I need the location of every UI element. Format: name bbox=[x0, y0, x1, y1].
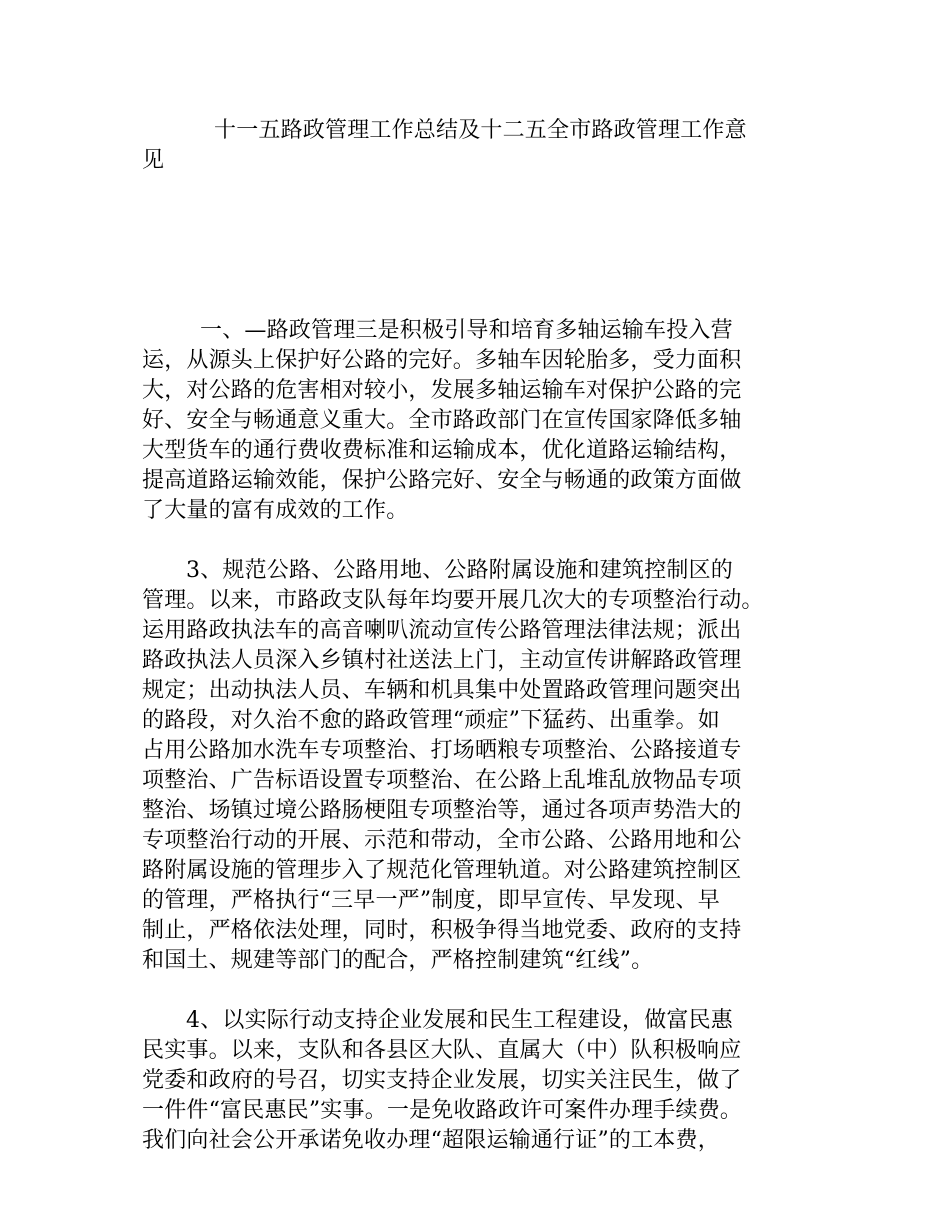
document-title-line-2: 见 bbox=[142, 148, 165, 173]
paragraph-line: 4、以实际行动支持企业发展和民生工程建设，做富民惠 bbox=[186, 1008, 733, 1033]
paragraph-line: 一件件“富民惠民”实事。一是免收路政许可案件办理手续费。 bbox=[142, 1098, 743, 1123]
paragraph-line: 规定；出动执法人员、车辆和机具集中处置路政管理问题突出 bbox=[142, 678, 742, 703]
paragraph-line: 党委和政府的号召，切实支持企业发展，切实关注民生，做了 bbox=[142, 1068, 742, 1093]
paragraph-line: 好、安全与畅通意义重大。全市路政部门在宣传国家降低多轴 bbox=[142, 408, 742, 433]
paragraph-line: 路政执法人员深入乡镇村社送法上门，主动宣传讲解路政管理 bbox=[142, 648, 742, 673]
paragraph-line: 管理。以来，市路政支队每年均要开展几次大的专项整治行动。 bbox=[142, 588, 764, 613]
paragraph-line: 和国土、规建等部门的配合，严格控制建筑“红线”。 bbox=[142, 948, 654, 973]
paragraph-line: 的路段，对久治不愈的路政管理“顽症”下猛药、出重拳。如 bbox=[142, 708, 720, 733]
paragraph-line: 了大量的富有成效的工作。 bbox=[142, 498, 409, 523]
paragraph-line: 大型货车的通行费收费标准和运输成本，优化道路运输结构， bbox=[142, 438, 742, 463]
paragraph-line: 占用公路加水洗车专项整治、打场晒粮专项整治、公路接道专 bbox=[142, 738, 742, 763]
paragraph-line: 运用路政执法车的高音喇叭流动宣传公路管理法律法规；派出 bbox=[142, 618, 742, 643]
paragraph-line: 整治、场镇过境公路肠梗阻专项整治等，通过各项声势浩大的 bbox=[142, 798, 742, 823]
paragraph-line: 运，从源头上保护好公路的完好。多轴车因轮胎多，受力面积 bbox=[142, 348, 742, 373]
paragraph-line: 的管理，严格执行“三早一严”制度，即早宣传、早发现、早 bbox=[142, 888, 720, 913]
document-title-line-1: 十一五路政管理工作总结及十二五全市路政管理工作意 bbox=[214, 118, 747, 143]
paragraph-line: 项整治、广告标语设置专项整治、在公路上乱堆乱放物品专项 bbox=[142, 768, 742, 793]
paragraph-line: 3、规范公路、公路用地、公路附属设施和建筑控制区的 bbox=[186, 558, 733, 583]
paragraph-line: 大，对公路的危害相对较小，发展多轴运输车对保护公路的完 bbox=[142, 378, 742, 403]
paragraph-line: 我们向社会公开承诺免收办理“超限运输通行证”的工本费， bbox=[142, 1128, 720, 1153]
paragraph-line: 制止，严格依法处理，同时，积极争得当地党委、政府的支持 bbox=[142, 918, 742, 943]
paragraph-line: 提高道路运输效能，保护公路完好、安全与畅通的政策方面做 bbox=[142, 468, 742, 493]
paragraph-line: 路附属设施的管理步入了规范化管理轨道。对公路建筑控制区 bbox=[142, 858, 742, 883]
paragraph-line: 民实事。以来，支队和各县区大队、直属大（中）队积极响应 bbox=[142, 1038, 742, 1063]
paragraph-line: 专项整治行动的开展、示范和带动，全市公路、公路用地和公 bbox=[142, 828, 742, 853]
paragraph-line: 一、—路政管理三是积极引导和培育多轴运输车投入营 bbox=[200, 318, 733, 343]
